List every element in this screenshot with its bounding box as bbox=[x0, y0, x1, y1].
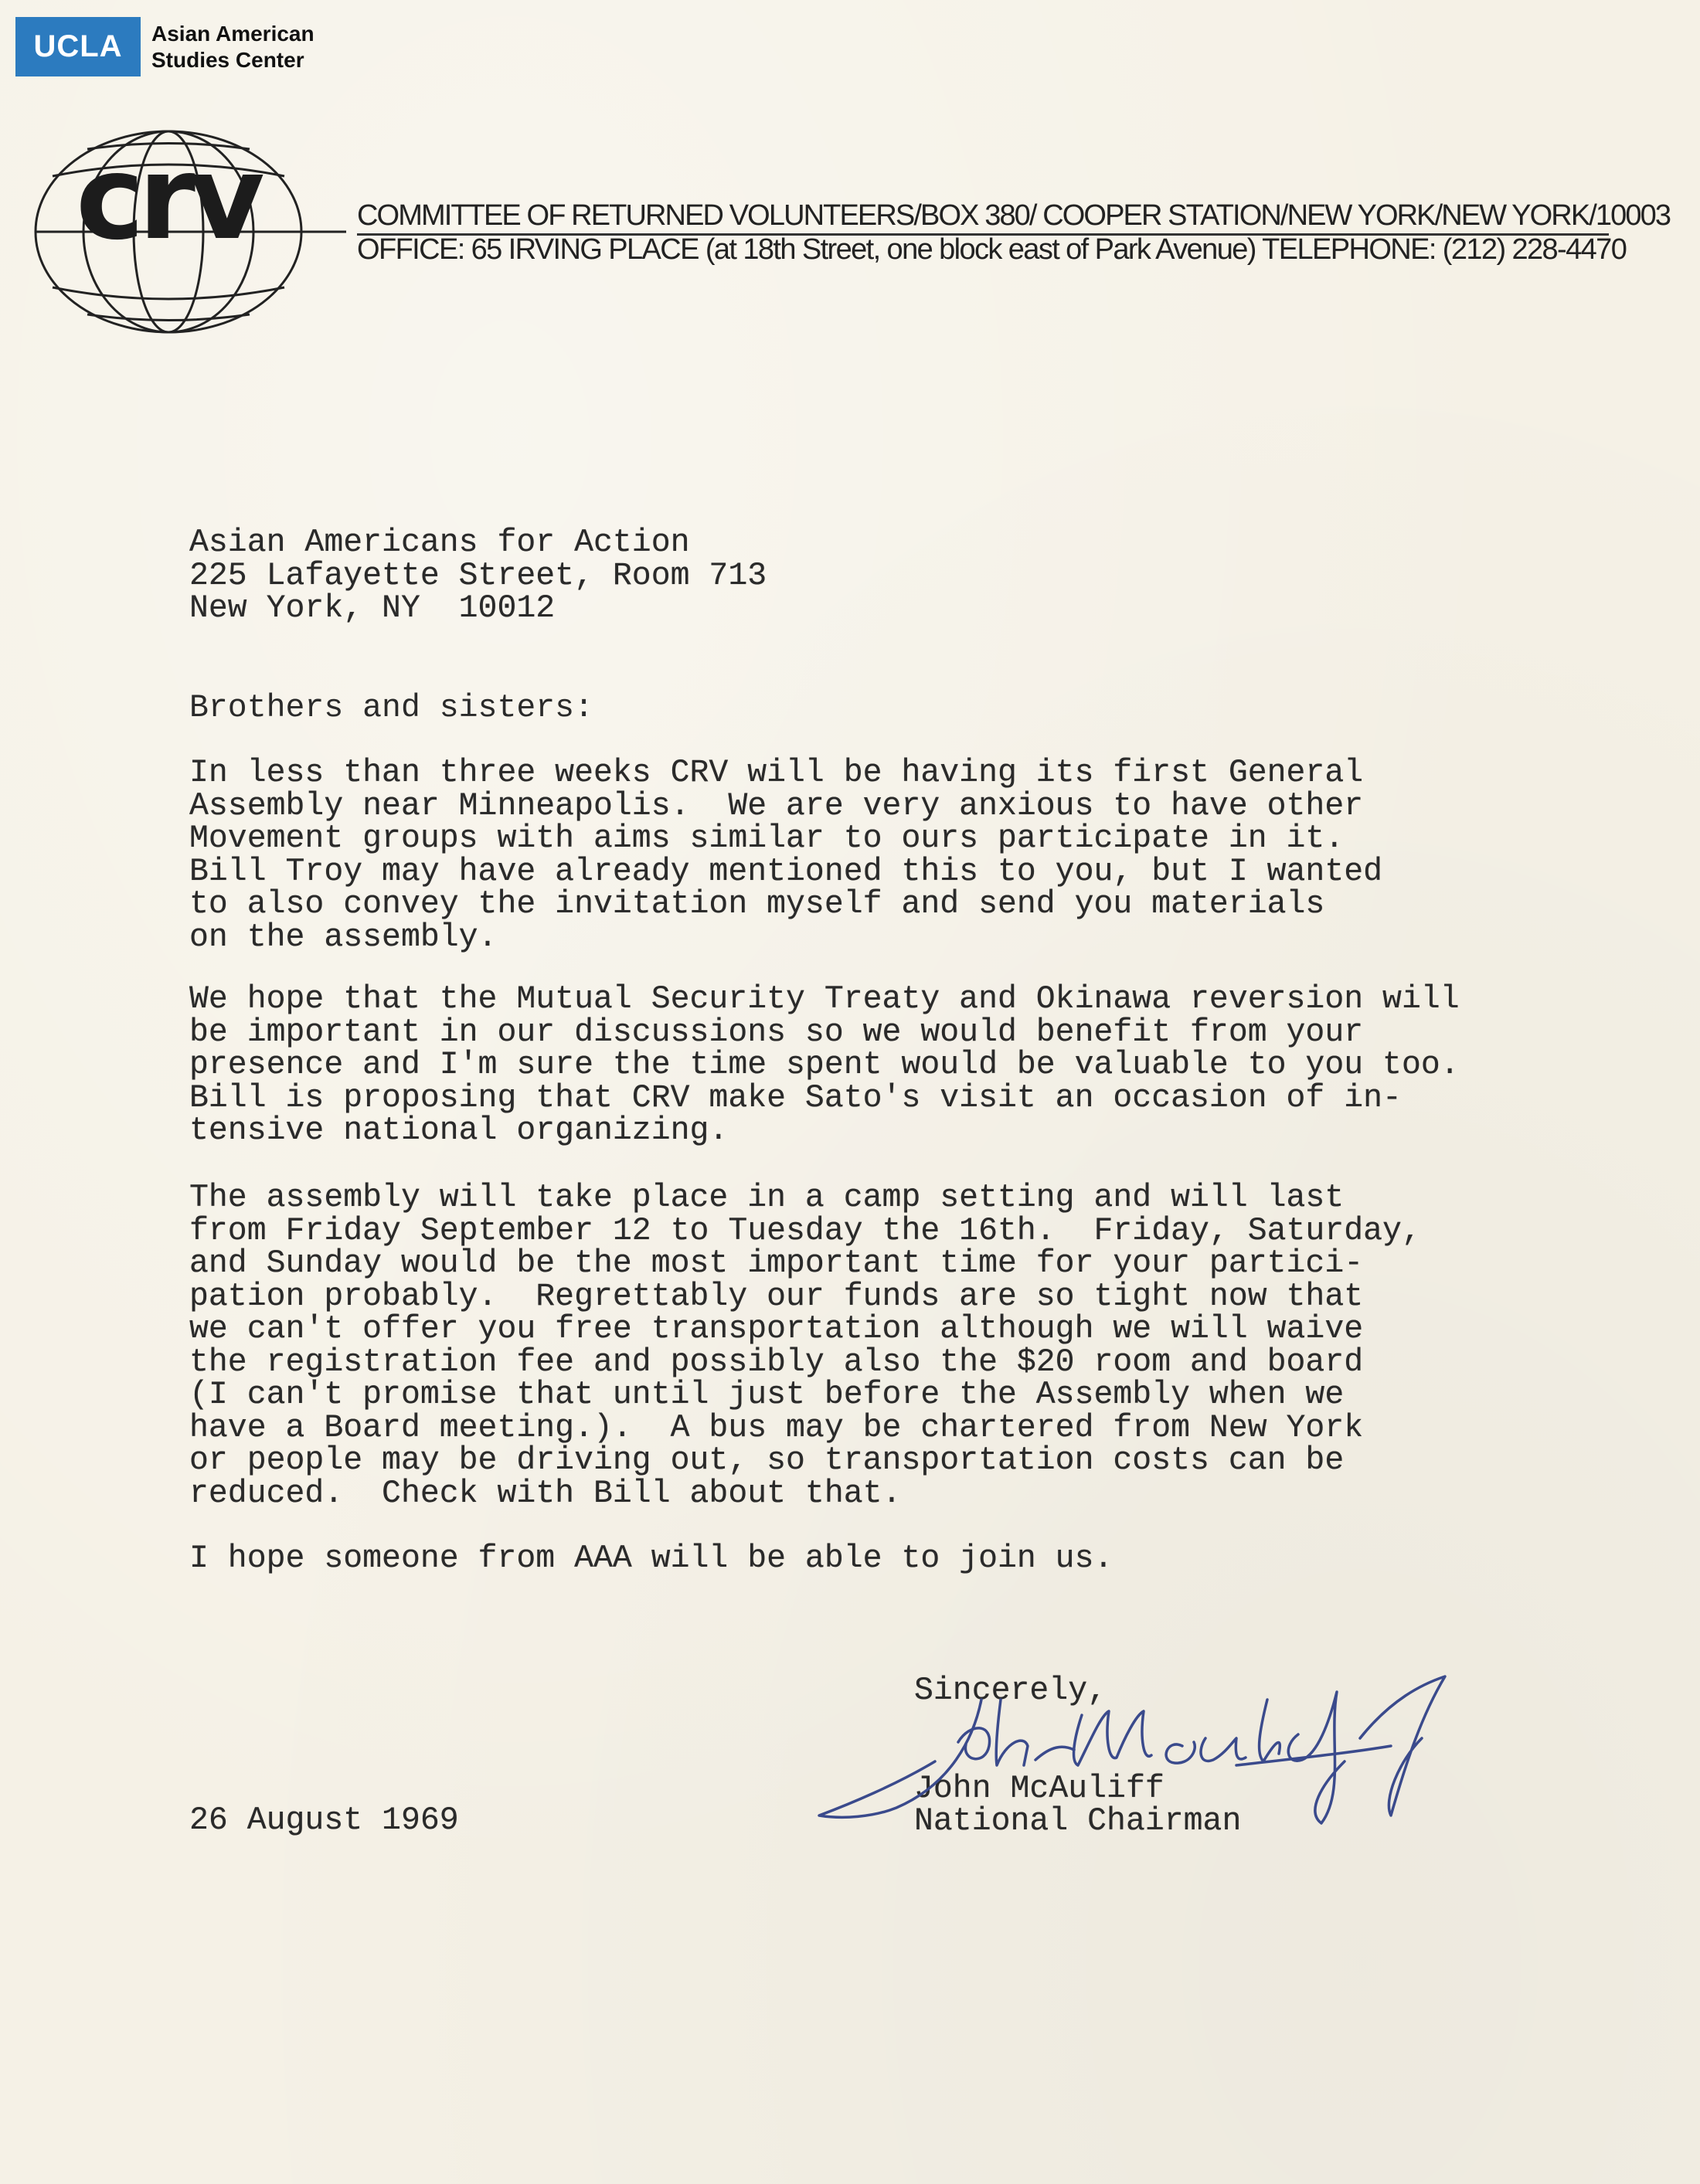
handwritten-signature bbox=[804, 1669, 1499, 1831]
signer-name: John McAuliff bbox=[914, 1771, 1164, 1807]
ucla-logo: UCLA bbox=[15, 17, 141, 76]
letterhead-line2: OFFICE: 65 IRVING PLACE (at 18th Street, one block east of Park Avenue) TELEPHONE: (212) 228-4470 bbox=[357, 233, 1627, 266]
archive-name-line1: Asian American bbox=[151, 21, 314, 46]
recipient-line2: 225 Lafayette Street, Room 713 bbox=[189, 557, 767, 594]
body-paragraph-4: I hope someone from AAA will be able to join us. bbox=[189, 1540, 1114, 1577]
signer-title: National Chairman bbox=[914, 1803, 1242, 1839]
archive-badge bbox=[15, 17, 314, 76]
archive-name bbox=[151, 21, 314, 73]
letter-date: 26 August 1969 bbox=[189, 1802, 459, 1839]
body-paragraph-2: We hope that the Mutual Security Treaty and Okinawa reversion will be important in our discussions so we would benefit from your presence and I'm sure the time spent would be valuable to you too. Bill is proposing that CRV make Sato's visit an occasion of in- tensive national organizing. bbox=[189, 981, 1460, 1149]
salutation: Brothers and sisters: bbox=[189, 690, 593, 726]
crv-globe-logo-icon bbox=[29, 122, 346, 342]
crv-logo-text: crv bbox=[76, 131, 259, 266]
body-paragraph-1: In less than three weeks CRV will be having its first General Assembly near Minneapolis. We are very anxious to have other Movement groups with aims similar to ours participate in it. Bill Troy may have already mentioned this to you, but I wanted to also convey the invitation myself and send you materials on the assembly. bbox=[189, 755, 1383, 956]
body-paragraph-3: The assembly will take place in a camp setting and will last from Friday September 12 to Tuesday the 16th. Friday, Saturday, and Sunday would be the most important time for your partici- pation probably. Regrettably our funds are so tight now that we can't offer you free transportation although we will waive the registration fee and possibly also the $20 room and board (I can't promise that until just before the Assembly when we have a Board meeting.). A bus may be chartered from New York or people may be driving out, so transportation costs can be reduced. Check with Bill about that. bbox=[189, 1180, 1421, 1512]
letterhead-line1: COMMITTEE OF RETURNED VOLUNTEERS/BOX 380/ COOPER STATION/NEW YORK/NEW YORK/10003 bbox=[357, 199, 1671, 232]
crv-logo-lettering bbox=[76, 131, 264, 266]
recipient-address bbox=[189, 527, 767, 626]
sign-off: Sincerely, bbox=[914, 1673, 1107, 1709]
recipient-line3: New York, NY 10012 bbox=[189, 590, 556, 627]
archive-name-line2: Studies Center bbox=[151, 47, 304, 72]
recipient-line1: Asian Americans for Action bbox=[189, 525, 690, 561]
